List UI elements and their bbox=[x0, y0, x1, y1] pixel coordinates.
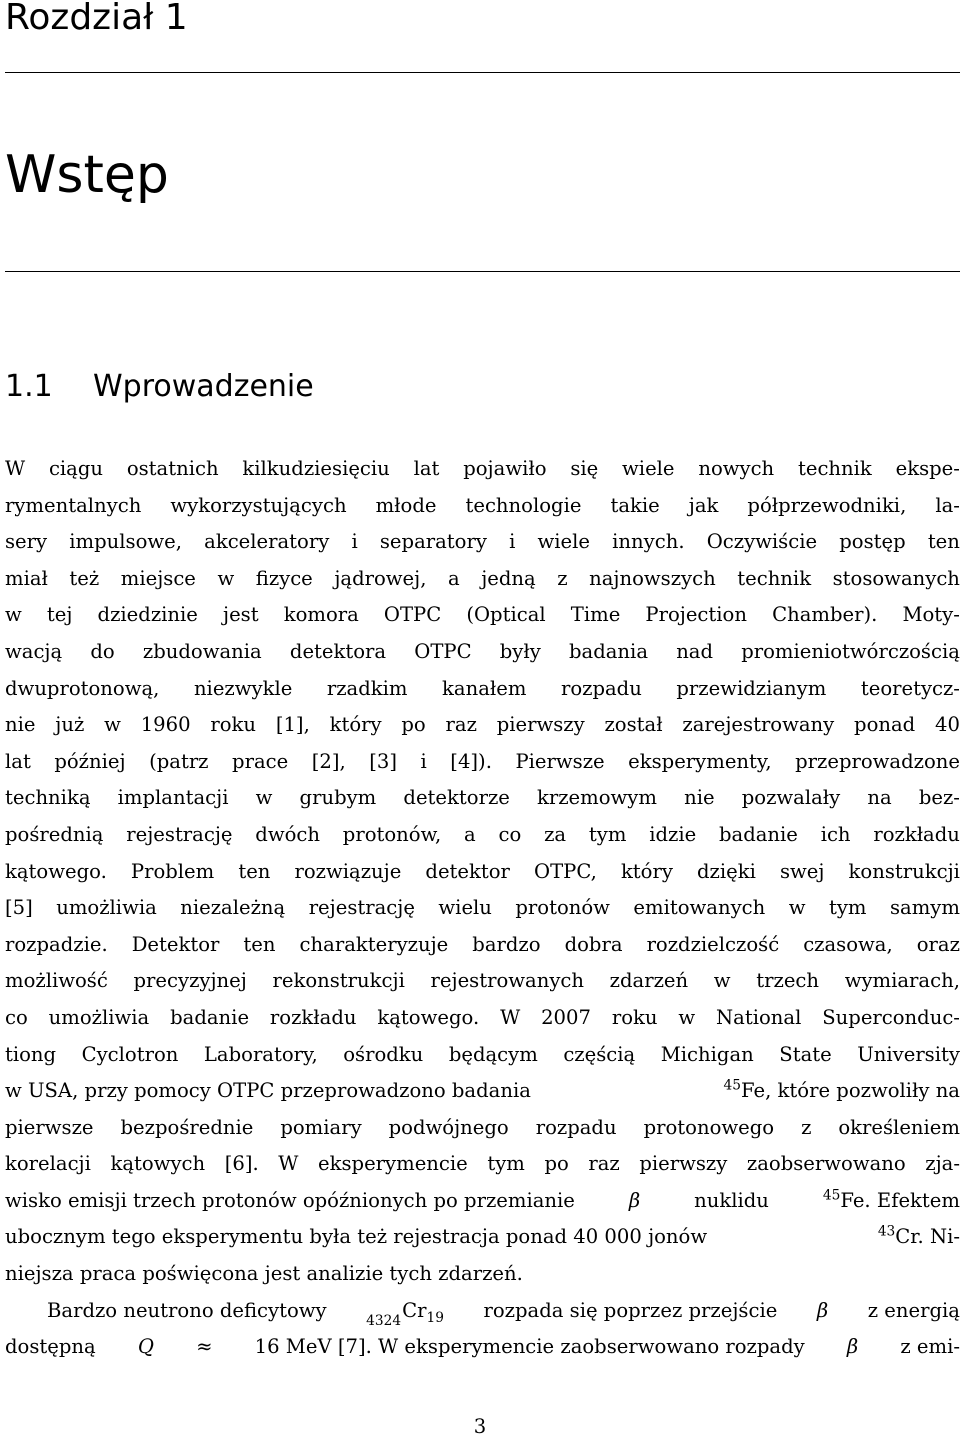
body-text bbox=[5, 451, 960, 1366]
chapter-label: Rozdział 1 bbox=[5, 0, 188, 38]
chapter-title: Wstęp bbox=[5, 145, 169, 205]
text-line: kątowego. Problem ten rozwiązuje detektor OTPC, który dzięki swej konstrukcji bbox=[5, 859, 960, 883]
text-line: tiong Cyclotron Laboratory, ośrodku będącym częścią Michigan State University bbox=[5, 1042, 960, 1066]
text-line: W ciągu ostatnich kilkudziesięciu lat pojawiło się wiele nowych technik ekspe- bbox=[5, 457, 960, 480]
text-line: dwuprotonową, niezwykle rzadkim kanałem rozpadu przewidzianym teoretycz- bbox=[5, 676, 960, 700]
section-title: Wprowadzenie bbox=[93, 369, 314, 404]
text-line: rymentalnych wykorzystujących młode technologie takie jak półprzewodniki, la- bbox=[5, 493, 960, 517]
text-line: Bardzo neutrono deficytowy $4324Cr_{19}$ rozpada się poprzez przejście β z energią bbox=[5, 1293, 960, 1330]
beta-symbol: β bbox=[846, 1335, 859, 1359]
text-line: [5] umożliwia niezależną rejestrację wielu protonów emitowanych w tym samym bbox=[5, 896, 960, 920]
text-line: w USA, przy pomocy OTPC przeprowadzono badania $^{45}$Fe, które pozwoliły na bbox=[5, 1077, 960, 1103]
text-line: lat później (patrz prace [2], [3] i [4]). Pierwsze eksperymenty, przeprowadzone bbox=[5, 749, 960, 773]
chapter-divider-bottom bbox=[5, 271, 960, 272]
text-line: niejsza praca poświęcona jest analizie tych zdarzeń. bbox=[5, 1262, 523, 1286]
beta-symbol: β bbox=[816, 1298, 829, 1322]
text-line: nie już w 1960 roku [1], który po raz pierwszy został zarejestrowany ponad 40 bbox=[5, 713, 960, 737]
text-line: możliwość precyzyjnej rekonstrukcji rejestrowanych zdarzeń w trzech wymiarach, bbox=[5, 969, 960, 993]
text-line: w tej dziedzinie jest komora OTPC (Optical Time Projection Chamber). Moty- bbox=[5, 603, 960, 627]
section-heading bbox=[5, 366, 314, 408]
text-line: pierwsze bezpośrednie pomiary podwójnego rozpadu protonowego z określeniem bbox=[5, 1115, 960, 1139]
text-line: ubocznym tego eksperymentu była też rejestracja ponad 40 000 jonów $^{43}$Cr. Ni- bbox=[5, 1223, 960, 1249]
text-line: wacją do zbudowania detektora OTPC były badania nad promieniotwórczością bbox=[5, 639, 960, 663]
text-line: pośrednią rejestrację dwóch protonów, a co za tym idzie badanie ich rozkładu bbox=[5, 822, 960, 846]
page-number: 3 bbox=[473, 1415, 487, 1438]
q-symbol: Q bbox=[137, 1335, 154, 1359]
text-line: miał też miejsce w fizyce jądrowej, a jedną z najnowszych technik stosowanych bbox=[5, 566, 960, 590]
text-line: sery impulsowe, akceleratory i separatory i wiele innych. Oczywiście postęp ten bbox=[5, 530, 960, 554]
text-line: techniką implantacji w grubym detektorze krzemowym nie pozwalały na bez- bbox=[5, 786, 960, 810]
text-line: co umożliwia badanie rozkładu kątowego. W 2007 roku w National Superconduc- bbox=[5, 1005, 960, 1029]
beta-symbol: β bbox=[628, 1188, 641, 1212]
text-line: korelacji kątowych [6]. W eksperymencie tym po raz pierwszy zaobserwowano zja- bbox=[5, 1152, 960, 1176]
text-line: dostępną Q ≈ 16 MeV [7]. W eksperymencie zaobserwowano rozpady β z emi- bbox=[5, 1329, 960, 1366]
paragraph-1 bbox=[5, 451, 960, 1073]
approx-symbol: ≈ bbox=[196, 1335, 213, 1359]
text-line: rozpadzie. Detektor ten charakteryzuje bardzo dobra rozdzielczość czasowa, oraz bbox=[5, 932, 960, 956]
nuclide-notation: 4324 bbox=[366, 1312, 402, 1329]
text-line: wisko emisji trzech protonów opóźnionych po przemianie β nuklidu $^{45}$Fe. Efektem bbox=[5, 1183, 960, 1220]
chapter-divider-top bbox=[5, 72, 960, 73]
section-number: 1.1 bbox=[5, 369, 53, 404]
